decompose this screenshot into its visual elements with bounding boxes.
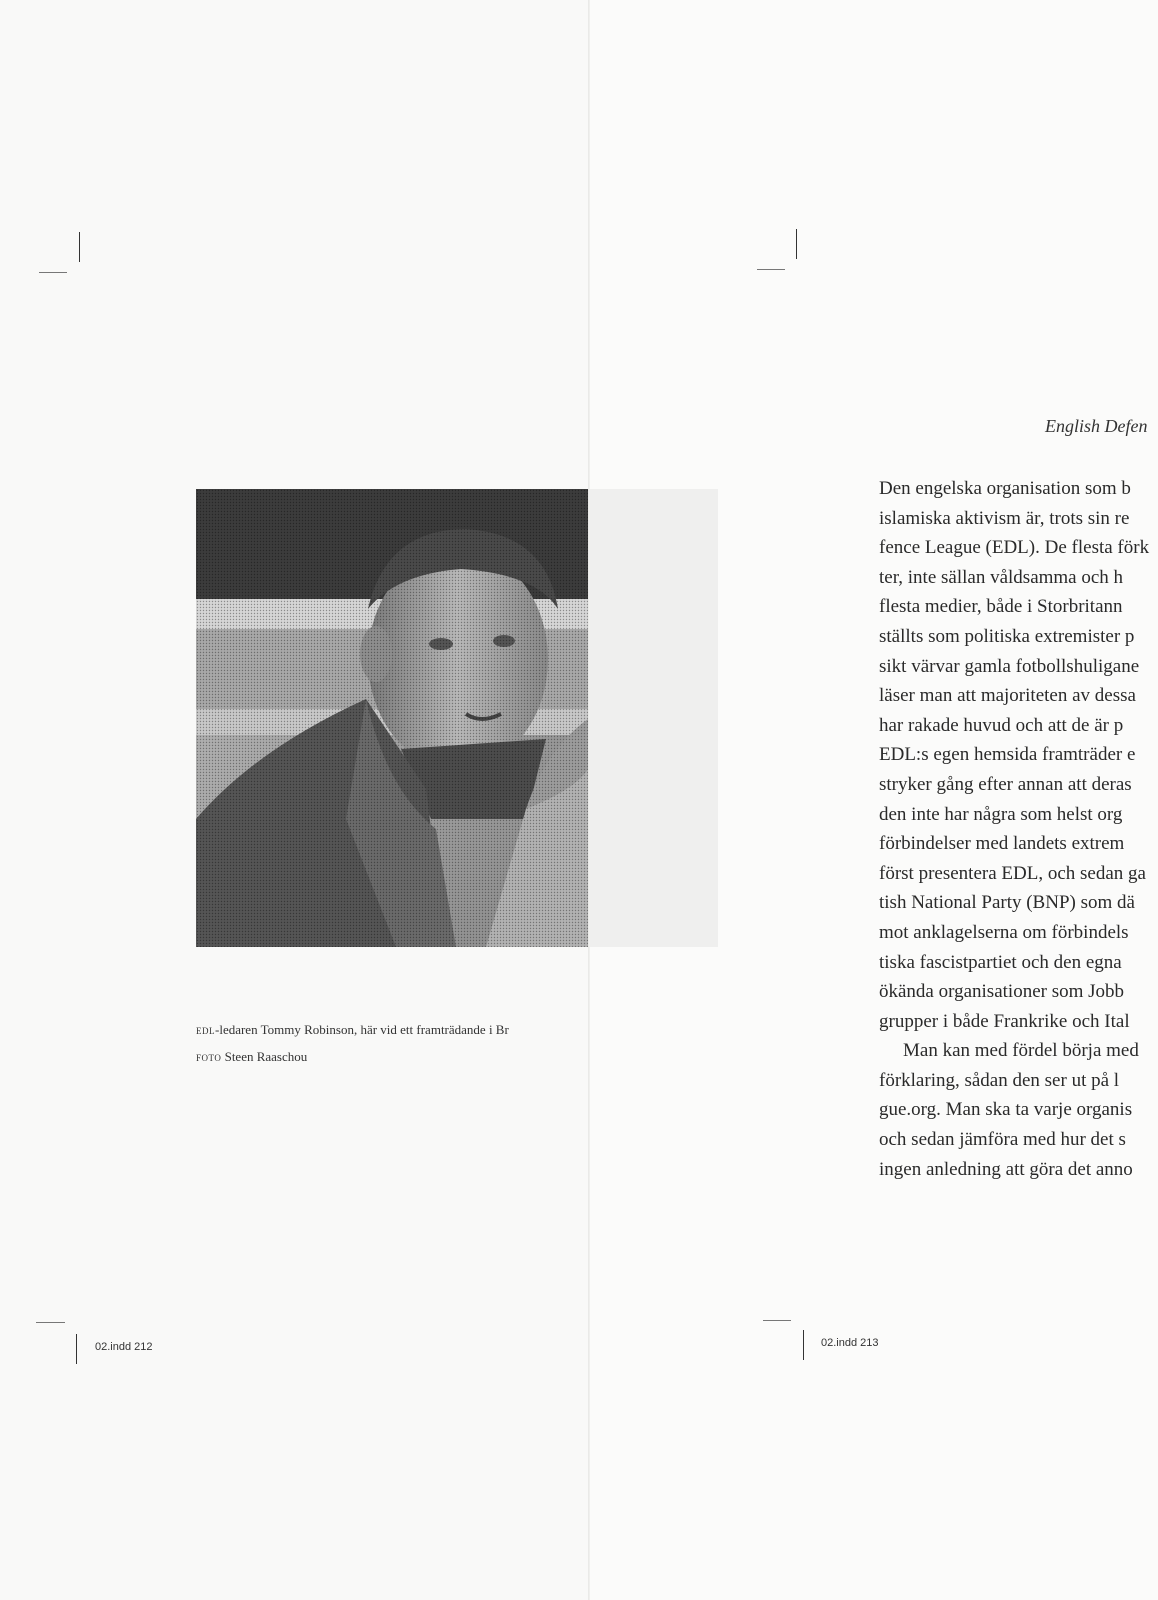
crop-mark bbox=[76, 1334, 77, 1364]
body-line: gue.org. Man ska ta varje organis bbox=[879, 1099, 1133, 1121]
crop-mark bbox=[79, 232, 80, 262]
body-line: Den engelska organisation som b bbox=[879, 478, 1131, 499]
crop-mark bbox=[36, 1322, 65, 1323]
portrait-illustration bbox=[196, 489, 588, 947]
page-folio-right: 02.indd 213 bbox=[821, 1337, 879, 1349]
caption-acronym: edl bbox=[196, 1022, 215, 1037]
body-line: ställts som politiska extremister p bbox=[879, 625, 1135, 647]
running-head: English Defen bbox=[1045, 416, 1148, 436]
body-line: stryker gång efter annan att deras bbox=[879, 773, 1132, 795]
body-line: har rakade huvud och att de är p bbox=[879, 714, 1124, 736]
body-line: ökända organisationer som Jobb bbox=[879, 981, 1125, 1003]
body-line: islamiska aktivism är, trots sin re bbox=[879, 507, 1130, 529]
body-line: EDL:s egen hemsida framträder e bbox=[879, 744, 1136, 766]
body-line: förbindelser med landets extrem bbox=[879, 833, 1125, 855]
body-line: läser man att majoriteten av dessa bbox=[879, 685, 1136, 707]
caption-credit: Steen Raaschou bbox=[221, 1049, 308, 1064]
body-line: mot anklagelserna om förbindels bbox=[879, 921, 1129, 943]
body-line: grupper i både Frankrike och Ital bbox=[879, 1010, 1130, 1032]
body-line: ter, inte sällan våldsamma och h bbox=[879, 566, 1124, 588]
body-line: fence League (EDL). De flesta förk bbox=[879, 537, 1150, 559]
body-line: ingen anledning att göra det anno bbox=[879, 1158, 1133, 1180]
crop-mark bbox=[763, 1320, 791, 1321]
crop-mark bbox=[796, 229, 797, 259]
caption-credit-label: foto bbox=[196, 1049, 222, 1064]
body-line: Man kan med fördel börja med bbox=[903, 1040, 1139, 1062]
body-line: förklaring, sådan den ser ut på l bbox=[879, 1069, 1120, 1091]
caption-text: -ledaren Tommy Robinson, här vid ett framträdande i Br bbox=[215, 1022, 509, 1037]
crop-mark bbox=[803, 1330, 804, 1360]
body-line: sikt värvar gamla fotbollshuligane bbox=[879, 655, 1140, 677]
crop-mark bbox=[39, 272, 67, 273]
caption-line-1 bbox=[196, 1016, 716, 1043]
photo-faded-edge bbox=[590, 489, 718, 947]
photo-caption bbox=[196, 1016, 716, 1070]
body-line: och sedan jämföra med hur det s bbox=[879, 1129, 1126, 1151]
crop-mark bbox=[757, 269, 785, 270]
body-line: flesta medier, både i Storbritann bbox=[879, 596, 1123, 618]
body-line: tish National Party (BNP) som dä bbox=[879, 892, 1135, 914]
body-line: först presentera EDL, och sedan ga bbox=[879, 862, 1146, 884]
body-line: den inte har några som helst org bbox=[879, 803, 1123, 825]
caption-line-2 bbox=[196, 1043, 716, 1070]
page-folio-left: 02.indd 212 bbox=[95, 1341, 153, 1353]
body-line: tiska fascistpartiet och den egna bbox=[879, 951, 1122, 973]
body-text bbox=[879, 474, 1158, 1184]
portrait-photo bbox=[196, 489, 588, 947]
